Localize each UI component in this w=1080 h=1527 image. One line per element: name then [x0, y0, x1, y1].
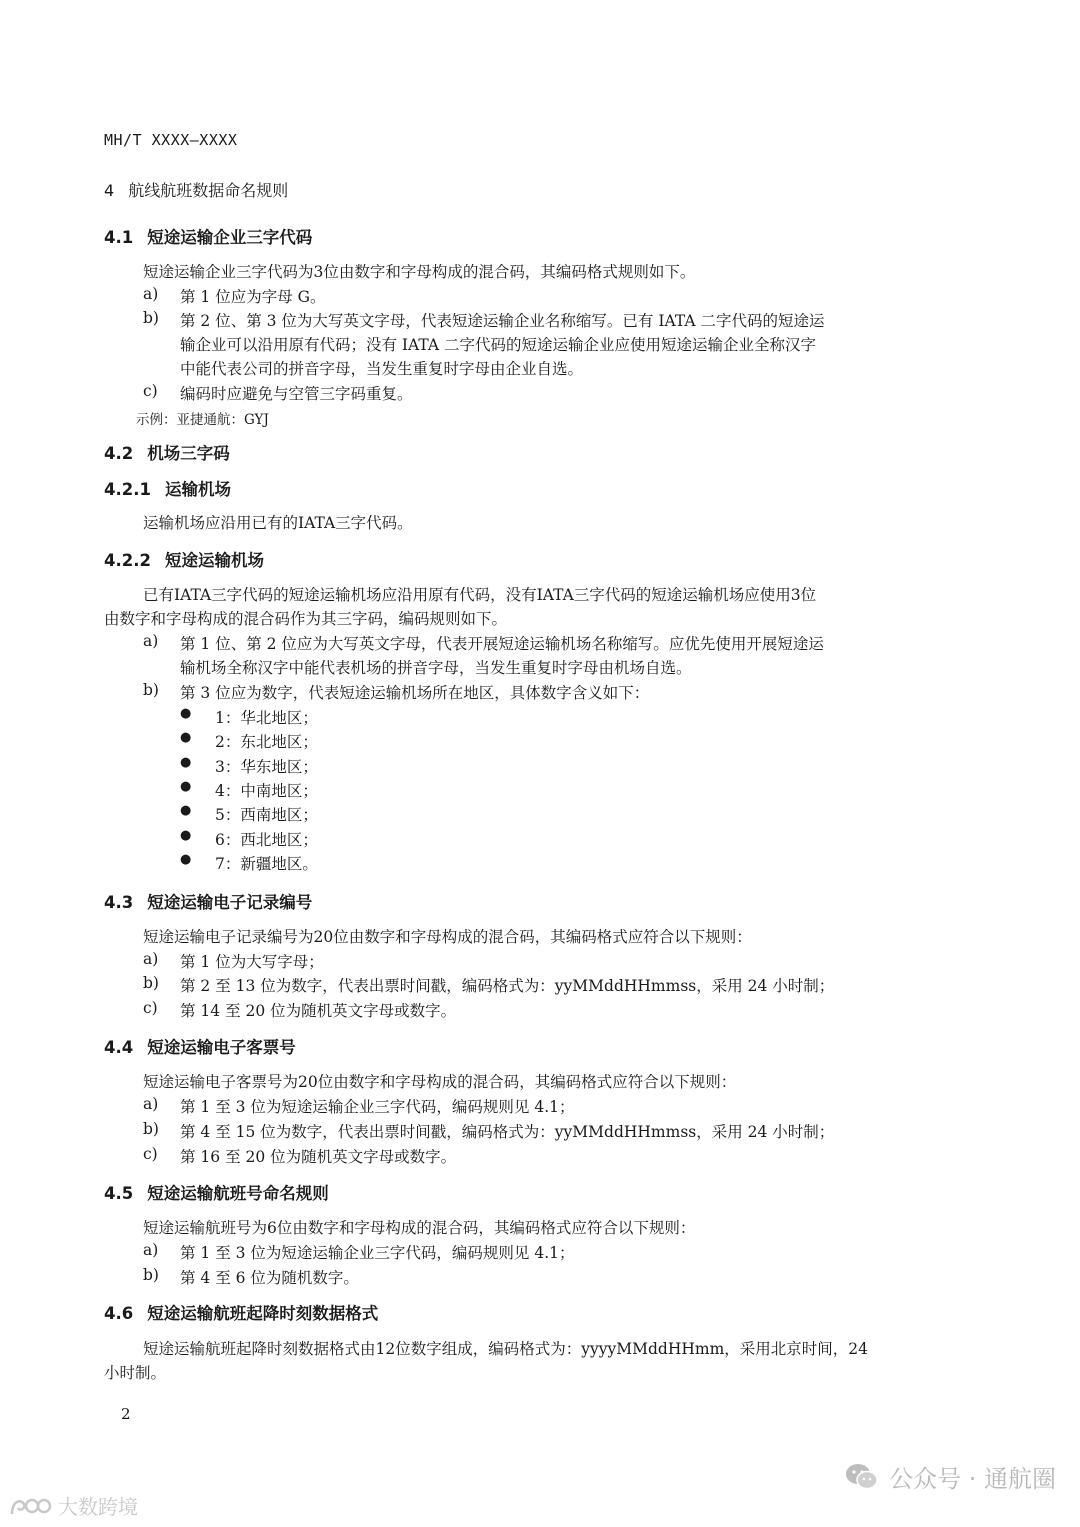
section-4-3-heading [104, 889, 312, 913]
wechat-icon [845, 1462, 879, 1492]
list-label: c) [143, 382, 158, 400]
bullet-icon: ● [180, 730, 192, 745]
brand-logo-icon [8, 1494, 52, 1518]
standard-code: MH/T XXXX—XXXX [104, 131, 238, 149]
list-label: b) [143, 1120, 159, 1138]
paragraph: 已有IATA三字代码的短途运输机场应沿用原有代码，没有IATA三字代码的短途运输机场应使用3位 [143, 586, 817, 604]
section-4-5-heading [104, 1180, 329, 1204]
paragraph: 短途运输航班起降时刻数据格式由12位数字组成，编码格式为：yyyyMMddHHmm，采用北京时间，24 [143, 1340, 868, 1358]
section-4-2-heading [104, 440, 230, 464]
paragraph: 短途运输电子客票号为20位由数字和字母构成的混合码，其编码格式应符合以下规则： [143, 1073, 737, 1091]
list-label: b) [143, 681, 159, 699]
bullet-icon: ● [180, 828, 192, 843]
list-label: b) [143, 1266, 159, 1284]
bullet-icon: ● [180, 803, 192, 818]
list-label: b) [143, 309, 159, 327]
paragraph: 运输机场应沿用已有的IATA三字代码。 [143, 514, 413, 532]
paragraph-continued: 由数字和字母构成的混合码作为其三字码，编码规则如下。 [104, 610, 508, 628]
section-number: 4.4 [104, 1038, 134, 1057]
list-text: 第 4 至 6 位为随机数字。 [180, 1269, 359, 1287]
list-label: a) [143, 1095, 159, 1113]
paragraph-continued: 小时制。 [104, 1364, 167, 1382]
section-4-4-heading [104, 1034, 296, 1058]
list-text: 第 1 位、第 2 位应为大写英文字母，代表开展短途运输机场名称缩写。应优先使用开展短途运 [180, 635, 824, 653]
list-text: 第 1 位为大写字母； [180, 953, 324, 971]
section-number: 4.2.1 [104, 480, 151, 499]
list-label: b) [143, 974, 159, 992]
list-item [0, 706, 1080, 730]
region-item: 3：华东地区； [215, 758, 318, 776]
region-item: 2：东北地区； [215, 733, 318, 751]
section-title: 短途运输机场 [164, 551, 264, 570]
section-number: 4.3 [104, 893, 134, 912]
list-text: 编码时应避免与空管三字码重复。 [180, 385, 413, 403]
list-item [0, 755, 1080, 779]
list-item [0, 730, 1080, 754]
watermark-left [8, 1491, 138, 1520]
bullet-icon: ● [180, 706, 192, 721]
section-number: 4.2 [104, 444, 134, 463]
section-number: 4.2.2 [104, 551, 151, 570]
list-text: 第 3 位应为数字，代表短途运输机场所在地区，具体数字含义如下： [180, 684, 650, 702]
watermark-right-text: 公众号 · 通航圈 [889, 1465, 1056, 1493]
section-4-6-heading [104, 1300, 378, 1324]
section-title: 短途运输企业三字代码 [147, 228, 313, 247]
list-text: 第 2 至 13 位为数字，代表出票时间戳，编码格式为：yyMMddHHmmss，采用 24 小时制； [180, 977, 835, 995]
bullet-icon: ● [180, 852, 192, 867]
section-4-heading [104, 178, 288, 201]
section-4-1-heading [104, 224, 312, 248]
page-number: 2 [121, 1405, 131, 1423]
list-text-continued: 中能代表公司的拼音字母，当发生重复时字母由企业自选。 [180, 360, 584, 378]
region-item: 7：新疆地区。 [215, 855, 318, 873]
example-note: 示例：亚捷通航：GYJ [136, 412, 269, 428]
list-text: 第 4 至 15 位为数字，代表出票时间戳，编码格式为：yyMMddHHmmss，采用 24 小时制； [180, 1123, 835, 1141]
region-item: 4：中南地区； [215, 782, 318, 800]
section-number: 4.1 [104, 228, 134, 247]
section-4-2-1-heading [104, 476, 231, 500]
section-title: 运输机场 [164, 480, 231, 499]
list-text: 第 1 至 3 位为短途运输企业三字代码，编码规则见 4.1； [180, 1244, 575, 1262]
section-title: 短途运输航班号命名规则 [147, 1184, 329, 1203]
list-item [0, 779, 1080, 803]
list-item [0, 852, 1080, 876]
section-4-2-2-heading [104, 547, 264, 571]
section-title: 航线航班数据命名规则 [128, 181, 289, 200]
list-label: a) [143, 632, 159, 650]
section-title: 短途运输电子客票号 [147, 1038, 296, 1057]
region-item: 6：西北地区； [215, 831, 318, 849]
list-label: c) [143, 1145, 158, 1163]
paragraph: 短途运输航班号为6位由数字和字母构成的混合码，其编码格式应符合以下规则： [143, 1219, 696, 1237]
section-number: 4.5 [104, 1184, 134, 1203]
paragraph: 短途运输电子记录编号为20位由数字和字母构成的混合码，其编码格式应符合以下规则： [143, 928, 752, 946]
list-text: 第 16 至 20 位为随机英文字母或数字。 [180, 1148, 457, 1166]
list-text: 第 14 至 20 位为随机英文字母或数字。 [180, 1002, 457, 1020]
section-number: 4 [104, 181, 115, 200]
section-title: 短途运输电子记录编号 [147, 893, 313, 912]
list-text-continued: 输机场全称汉字中能代表机场的拼音字母，当发生重复时字母由机场自选。 [180, 659, 692, 677]
list-text-continued: 输企业可以沿用原有代码；没有 IATA 二字代码的短途运输企业应使用短途运输企业全称汉字 [180, 336, 817, 354]
section-number: 4.6 [104, 1304, 134, 1323]
list-item [0, 828, 1080, 852]
region-item: 1：华北地区； [215, 709, 318, 727]
list-label: c) [143, 999, 158, 1017]
list-text: 第 1 位应为字母 G。 [180, 288, 326, 306]
section-title: 短途运输航班起降时刻数据格式 [147, 1304, 379, 1323]
watermark-right [845, 1459, 1056, 1494]
watermark-left-text: 大数跨境 [58, 1495, 138, 1519]
region-item: 5：西南地区； [215, 806, 318, 824]
bullet-icon: ● [180, 779, 192, 794]
list-text: 第 2 位、第 3 位为大写英文字母，代表短途运输企业名称缩写。已有 IATA 二字代码的短途运 [180, 312, 825, 330]
list-label: a) [143, 1241, 159, 1259]
list-item [0, 803, 1080, 827]
list-label: a) [143, 950, 159, 968]
list-text: 第 1 至 3 位为短途运输企业三字代码，编码规则见 4.1； [180, 1098, 575, 1116]
section-title: 机场三字码 [147, 444, 230, 463]
paragraph: 短途运输企业三字代码为3位由数字和字母构成的混合码，其编码格式规则如下。 [143, 263, 696, 281]
bullet-icon: ● [180, 755, 192, 770]
list-label: a) [143, 285, 159, 303]
